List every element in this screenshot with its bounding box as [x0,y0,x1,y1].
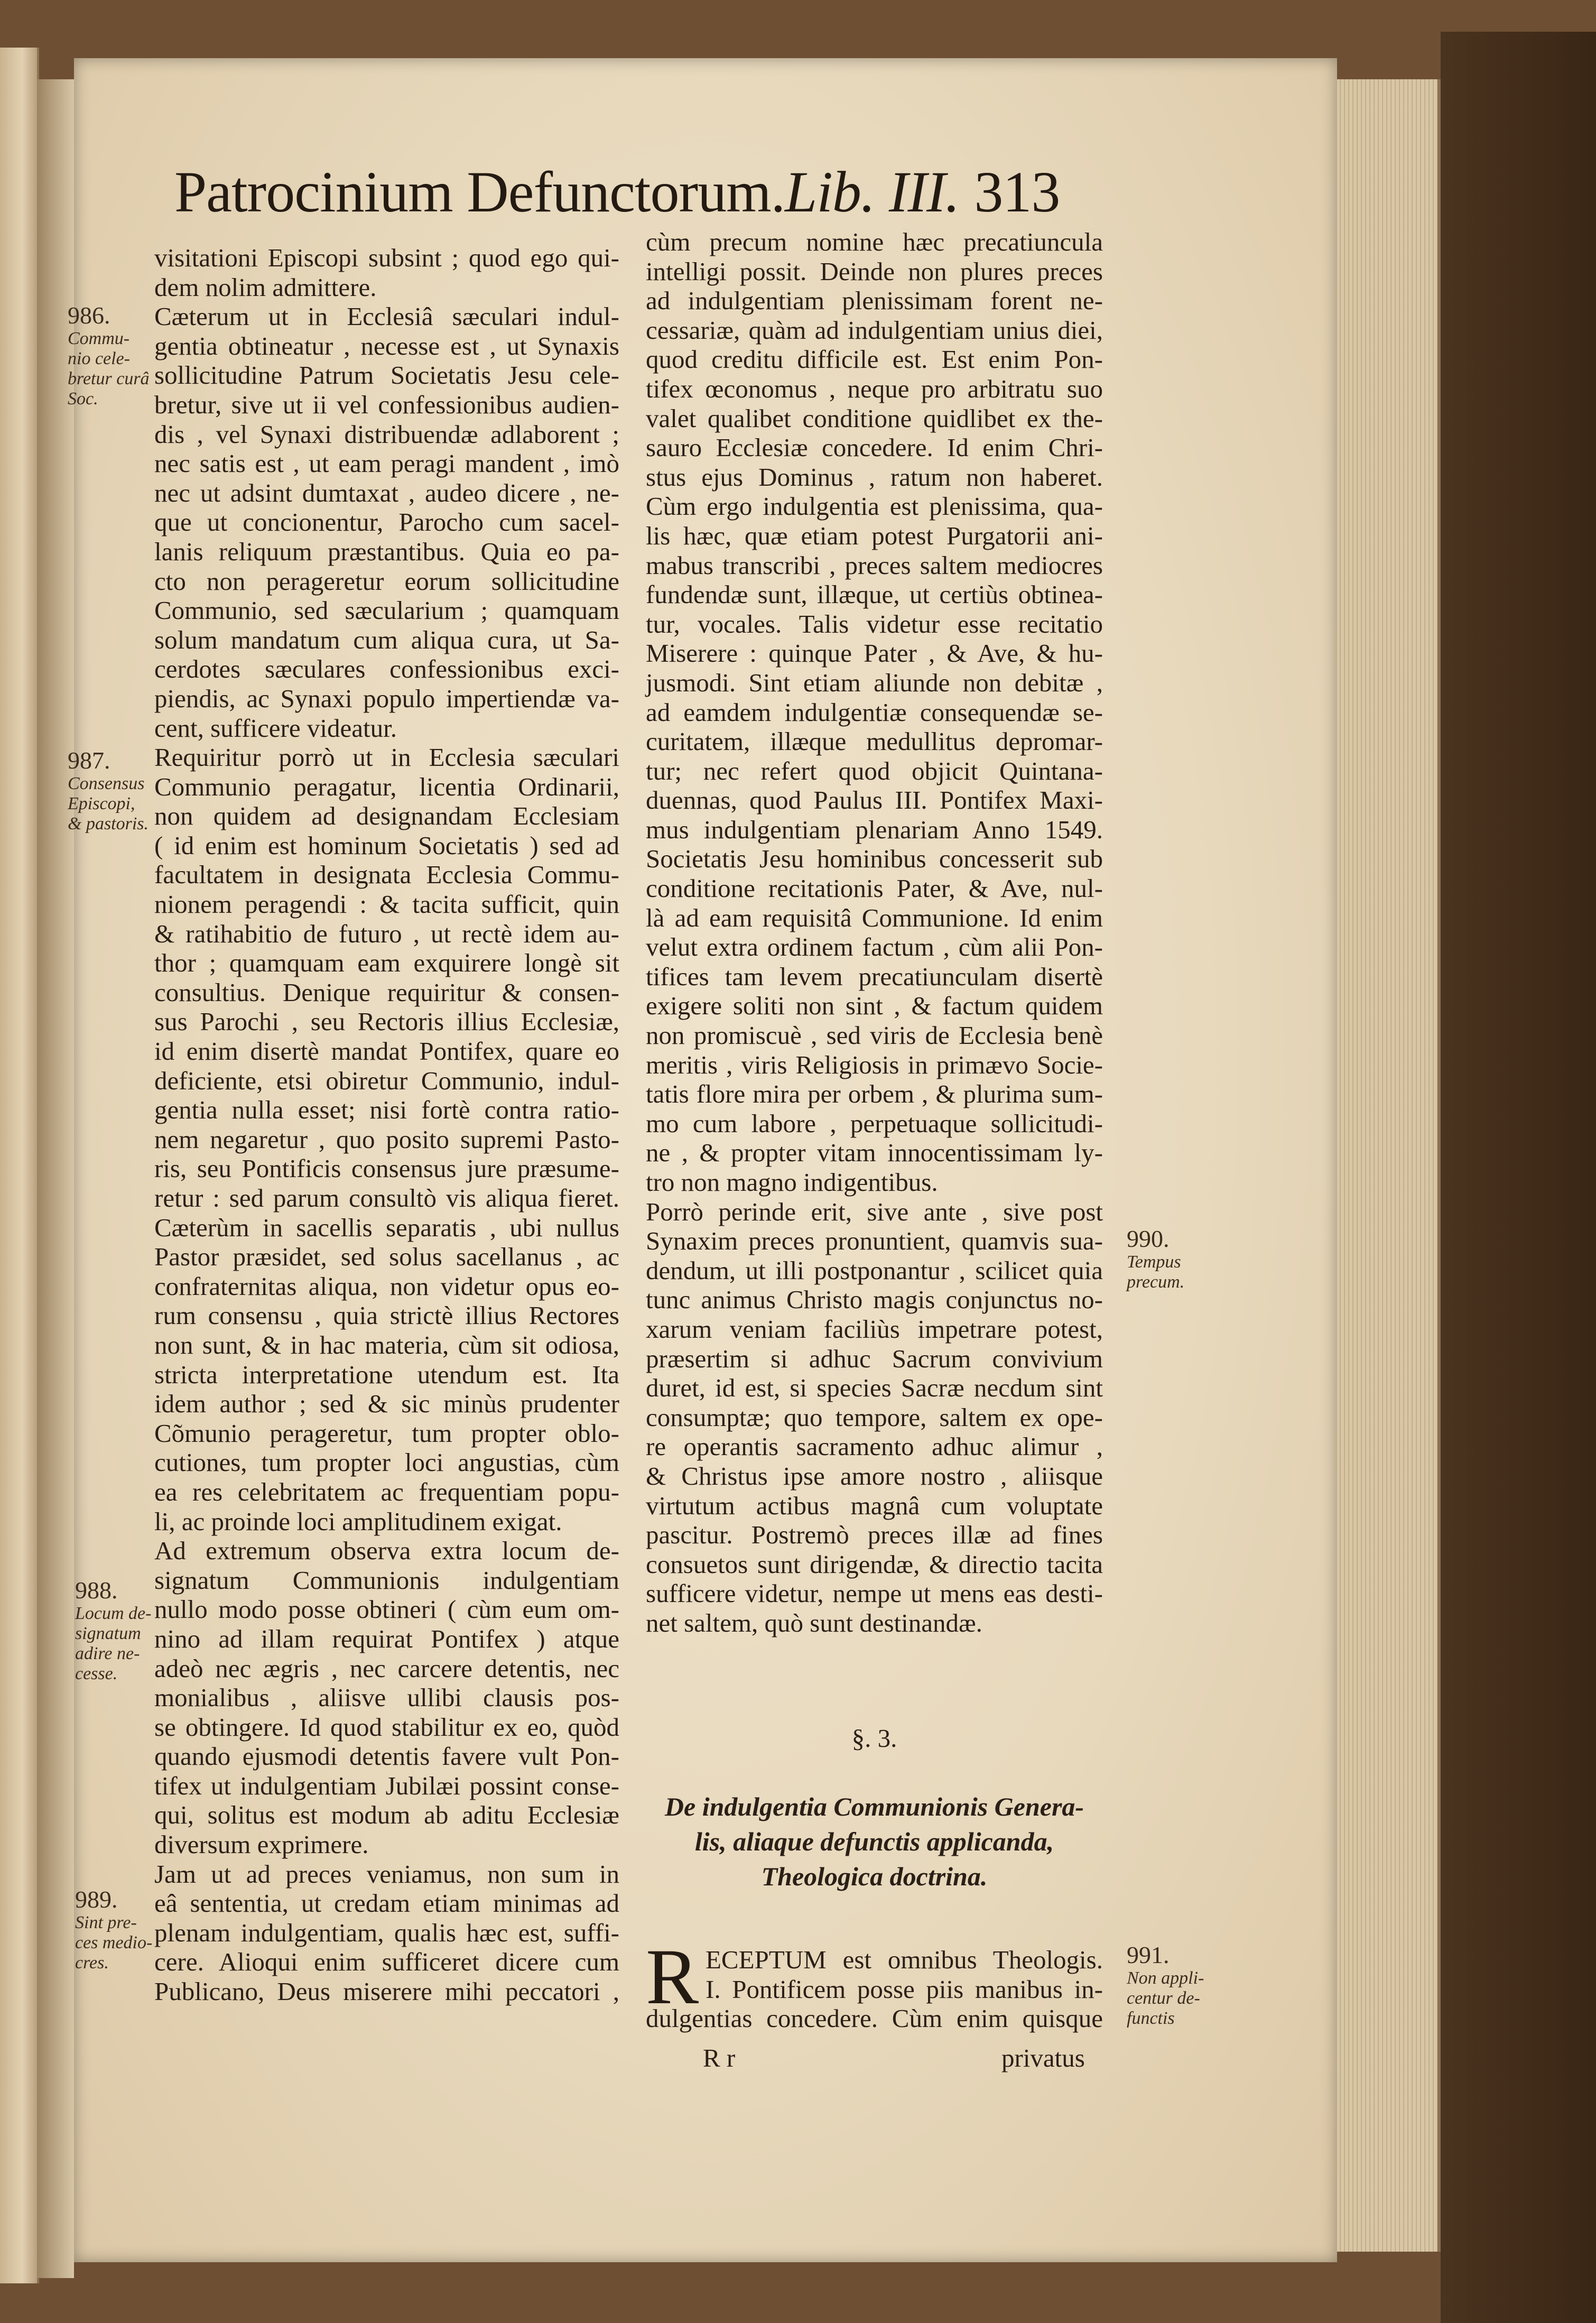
text-line: id enim disertè mandat Pontifex, quare eo [154,1036,619,1066]
text-line: mabus transcribi , preces saltem mediocres [646,550,1103,580]
left-column [154,243,619,2006]
text-line: qui, solitus est modum ab aditu Ecclesiæ [154,1800,619,1830]
text-line: gentia nulla esset; nisi fortè contra ratio- [154,1095,619,1125]
text-line: cent, sufficere videatur. [154,713,397,743]
text-line: xarum veniam faciliùs impetrare potest, [646,1314,1103,1344]
margin-note-line: cesse. [75,1664,118,1683]
header-title: Patrocinium Defunctorum. [174,160,785,224]
text-line: thor ; quamquam eam exquirere longè sit [154,948,619,978]
text-line: cùm precum nomine hæc precatiuncula [646,227,1103,256]
margin-note-line: Tempus [1127,1252,1181,1272]
margin-note-line: ces medio- [75,1933,153,1952]
margin-note-number: 988. [75,1577,118,1604]
text-line: ad eamdem indulgentiæ consequendæ se- [646,697,1103,727]
text-line: que ut concionentur, Parocho cum sacel- [154,507,619,537]
text-line: sus Parochi , seu Rectoris illius Ecclesiæ, [154,1007,619,1036]
text-line: quando ejusmodi detentis favere vult Pon- [154,1742,619,1771]
margin-note-number: 991. [1127,1941,1170,1968]
text-line: dem nolim admittere. [154,272,377,302]
text-line: velut extra ordinem factum , cùm alii Pon- [646,932,1103,962]
text-line: nem negaretur , quo posito supremi Pasto- [154,1124,619,1154]
text-line: tifices tam levem precatiunculam disertè [646,961,1103,991]
margin-note-line: Episcopi, [68,794,135,813]
text-line: net saltem, quò sunt destinandæ. [646,1608,982,1637]
binding-cover [1441,32,1596,2323]
margin-note-line: precum. [1127,1272,1185,1292]
section-heading-line: De indulgentia Communionis Genera- [664,1792,1084,1821]
text-line: Synaxim preces pronuntient, quamvis sua- [646,1226,1103,1256]
text-line: facultatem in designata Ecclesia Commu- [154,860,619,890]
text-line: valet qualibet conditione quidlibet ex the- [646,403,1103,433]
text-line: nullo modo posse obtineri ( cùm eum om- [154,1595,619,1624]
margin-note-991 [1127,1941,1206,2029]
margin-note-line: Consensus [68,774,145,793]
text-line: cere. Alioqui enim sufficeret dicere cum [154,1947,619,1977]
margin-note-line: Sint pre- [75,1913,137,1932]
text-line: Communio peragatur, licentia Ordinarii, [154,772,619,801]
text-line: stricta interpretatione utendum est. Ita [154,1359,619,1389]
text-line: sauro Ecclesiæ concedere. Id enim Chri- [646,433,1103,462]
text-line: tur, vocales. Talis videtur esse recitatio [646,609,1103,638]
text-line: bretur, sive ut ii vel confessionibus audien- [154,390,619,419]
book-gutter [37,79,74,2278]
text-line: consultius. Denique requiritur & consen- [154,977,619,1007]
text-line: nionem peragendi : & tacita sufficit, quin [154,890,619,919]
text-line: ad indulgentiam plenissimam forent ne- [646,286,1103,316]
text-line: eâ sententia, ut credam etiam minimas ad [154,1889,619,1918]
margin-note-number: 989. [75,1886,118,1913]
margin-note-line: adire ne- [75,1644,140,1663]
text-line: signatum Communionis indulgentiam [154,1565,619,1595]
text-line: pascitur. Postremò preces illæ ad fines [646,1520,1103,1550]
text-line: adeò nec ægris , nec carcere detentis, nec [154,1653,619,1683]
text-line: Pastor præsidet, sed solus sacellanus , ac [154,1242,619,1272]
text-line: præsertim si adhuc Sacrum convivium [646,1344,1103,1373]
text-line: mo cum labore , perpetuaque sollicitudi- [646,1108,1103,1138]
margin-note-line: cres. [75,1953,109,1973]
text-line: ne , & propter vitam innocentissimam ly- [646,1138,1103,1168]
text-line: nec ut adsint dumtaxat , audeo dicere , ne- [154,478,619,507]
text-line: diversum exprimere. [154,1830,369,1859]
text-line: dis , vel Synaxi distribuendæ adlaborent ; [154,419,619,449]
text-line: I. Pontificem posse piis manibus in- [706,1974,1103,2004]
text-line: jusmodi. Sint etiam aliunde non debitæ , [646,668,1103,697]
text-line: Societatis Jesu hominibus concesserit sub [646,844,1103,874]
margin-note-line: signatum [75,1624,141,1643]
text-line: li, ac proinde loci amplitudinem exigat. [154,1506,562,1536]
margin-note-line: Locum de- [75,1604,152,1623]
signature-mark: R r [703,2043,736,2072]
margin-note-988 [75,1577,154,1684]
text-line: nec satis est , ut eam peragi mandent , imò [154,449,619,478]
page-number: 313 [974,160,1060,224]
text-line: re operantis sacramento adhuc alimur , [646,1432,1103,1461]
margin-note-990 [1127,1225,1206,1292]
text-line: monialibus , aliisve ullibi clausis pos- [154,1683,619,1713]
margin-note-989 [75,1886,154,1973]
text-line: sollicitudine Patrum Societatis Jesu cele- [154,360,619,390]
text-line: Publicano, Deus miserere mihi peccatori , [154,1977,619,2006]
text-line: lis hæc, quæ etiam potest Purgatorii ani- [646,521,1103,550]
text-line: virtutum actibus magnâ cum voluptate [646,1491,1103,1520]
text-line: Cõmunio perageretur, tum propter oblo- [154,1418,619,1448]
margin-note-line: Commu- [68,329,130,348]
text-line: idem author ; sed & sic minùs prudenter [154,1389,619,1419]
section-heading-line: Theologica doctrina. [761,1862,988,1891]
text-line: lanis reliquum præstantibus. Quia eo pa- [154,536,619,566]
text-line: ECEPTUM est omnibus Theologis. [706,1945,1103,1974]
text-line: Miserere : quinque Pater , & Ave, & hu- [646,638,1103,668]
text-line: cerdotes sæculares confessionibus exci- [154,654,619,684]
text-line: gentia obtineatur , necesse est , ut Synaxis [154,331,619,360]
text-line: plenam indulgentiam, qualis hæc est, suffi- [154,1918,619,1947]
text-line: visitationi Episcopi subsint ; quod ego qui- [154,243,619,272]
text-line: fundendæ sunt, illæque, ut certiùs obtinea- [646,580,1103,609]
text-line: tifex ut indulgentiam Jubilæi possint conse- [154,1771,619,1800]
margin-note-line: Non appli- [1127,1968,1204,1988]
text-line: conditione recitationis Pater, & Ave, nul- [646,874,1103,903]
section-opening-cont [646,2004,1103,2033]
text-line: tunc animus Christo magis conjunctus no- [646,1285,1103,1315]
section-number: §. 3. [851,1724,897,1753]
text-line: duret, id est, si species Sacræ necdum sint [646,1373,1103,1403]
margin-note-number: 986. [68,302,110,329]
section-heading [646,1789,1103,1894]
text-line: cutiones, tum propter loci angustias, cùm [154,1448,619,1477]
text-line: Requiritur porrò ut in Ecclesia sæculari [154,743,619,772]
section-opening [706,1945,1103,2004]
text-line: ris, seu Pontificis consensus jure præsume- [154,1154,619,1183]
text-line: dendum, ut illi postponantur , scilicet quia [646,1255,1103,1285]
header-book: Lib. III. [785,160,960,224]
text-line: exigere soliti non sint , & factum quidem [646,991,1103,1021]
section-heading-line: lis, aliaque defunctis applicanda, [694,1827,1054,1856]
text-line: deficiente, etsi obiretur Communio, indul- [154,1066,619,1095]
text-line: quod creditu difficile est. Est enim Pon- [646,345,1103,374]
text-line: intelligi possit. Deinde non plures preces [646,256,1103,286]
text-line: piendis, ac Synaxi populo impertiendæ va- [154,683,619,713]
text-line: consumptæ; quo tempore, saltem ex ope- [646,1402,1103,1432]
text-line: Cæterùm in sacellis separatis , ubi nullus [154,1213,619,1242]
margin-note-line: bretur curâ [68,369,150,388]
text-line: Jam ut ad preces veniamus, non sum in [154,1859,619,1889]
text-line: curitatem, illæque medullitus depromar- [646,727,1103,756]
catchword: privatus [1001,2043,1085,2072]
text-line: cessariæ, quàm ad indulgentiam unius diei, [646,315,1103,345]
text-line: Cùm ergo indulgentia est plenissima, qua- [646,492,1103,521]
text-line: non promiscuè , sed viris de Ecclesia benè [646,1021,1103,1050]
text-line: solum mandatum cum aliqua cura, ut Sa- [154,625,619,654]
text-line: & ratihabitio de futuro , ut rectè idem au- [154,919,619,948]
text-line: Porrò perinde erit, sive ante , sive post [646,1197,1103,1226]
facing-page-edge [0,48,39,2283]
margin-note-line: functis [1127,2009,1175,2028]
text-line: ea res celebritatem ac frequentiam popu- [154,1477,619,1506]
page-block-edge [1337,79,1441,2252]
margin-note-number: 987. [68,747,110,774]
text-line: mus indulgentiam plenariam Anno 1549. [646,815,1103,844]
margin-note-number: 990. [1127,1225,1170,1252]
text-line: consuetos sunt dirigendæ, & directio tacita [646,1549,1103,1579]
text-line: tro non magno indigentibus. [646,1168,938,1197]
running-header [174,159,1060,226]
text-line: tifex œconomus , neque pro arbitratu suo [646,374,1103,403]
text-line: confraternitas aliqua, non videtur opus eo- [154,1271,619,1301]
text-line: meritis , viris Religiosis in primævo Socie- [646,1050,1103,1079]
text-line: Communio, sed sæcularium ; quamquam [154,596,619,625]
text-line: ( id enim est hominum Societatis ) sed ad [154,830,619,860]
text-line: sufficere videtur, nempe ut mens eas desti- [646,1579,1103,1608]
text-line: stus ejus Dominus , ratum non haberet. [646,462,1103,492]
text-line: non sunt, & in hac materia, cùm sit odiosa, [154,1330,619,1359]
text-line: non quidem ad designandam Ecclesiam [154,801,619,831]
margin-note-line: centur de- [1127,1988,1200,2008]
text-line: retur : sed parum consultò vis aliqua fieret. [154,1183,619,1213]
text-line: & Christus ipse amore nostro , aliisque [646,1461,1103,1491]
margin-note-line: nio cele- [68,349,130,368]
text-line: Ad extremum observa extra locum de- [154,1536,619,1566]
text-line: Cæterum ut in Ecclesiâ sæculari indul- [154,302,619,331]
drop-cap: R [646,1933,699,2021]
text-line: nino ad illam requirat Pontifex ) atque [154,1624,619,1653]
margin-note-986 [68,302,150,409]
text-line: tur; nec refert quod objicit Quintana- [646,756,1103,785]
margin-note-line: & pastoris. [68,814,149,834]
text-line: là ad eam requisitâ Communione. Id enim [646,903,1103,932]
text-line: duennas, quod Paulus III. Pontifex Maxi- [646,785,1103,815]
margin-note-987 [68,747,149,834]
text-line: rum consensu , quia strictè illius Rectores [154,1301,619,1330]
right-column [646,227,1103,1638]
text-line: cto non perageretur eorum sollicitudine [154,566,619,596]
margin-note-line: Soc. [68,389,98,409]
text-line: se obtingere. Id quod stabilitur ex eo, quòd [154,1712,619,1742]
text-line: tatis flore mira per orbem , & plurima sum- [646,1079,1103,1109]
text-line: dulgentias concedere. Cùm enim quisque [646,2004,1103,2033]
